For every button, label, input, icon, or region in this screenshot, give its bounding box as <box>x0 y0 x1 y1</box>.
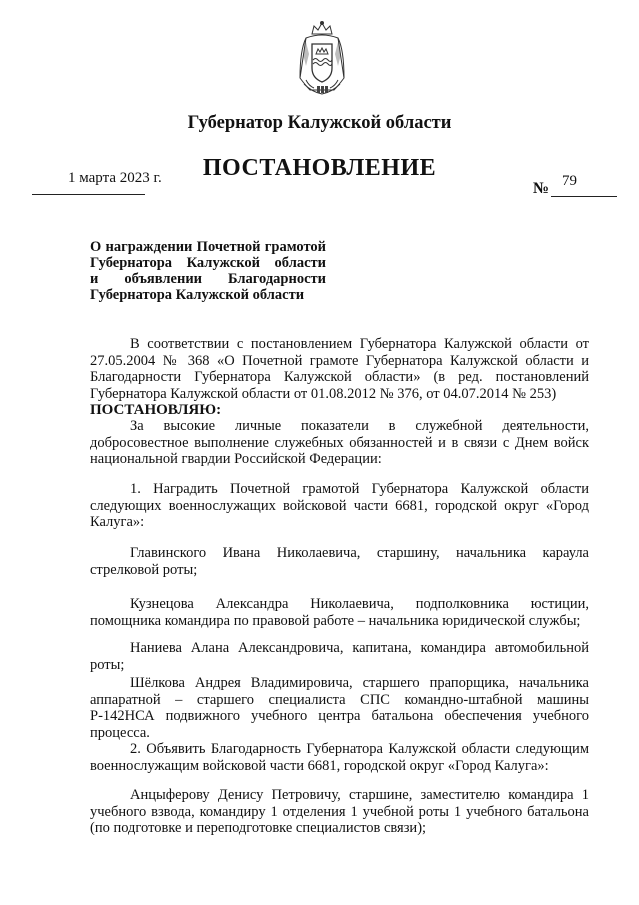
award-person-2: Кузнецова Александра Николаевича, подполковника юстиции, помощника командира по правовой работе – начальника юридической службы; <box>90 596 589 629</box>
document-type: ПОСТАНОВЛЕНИЕ <box>202 155 437 181</box>
preamble-paragraph: В соответствии с постановлением Губернатора Калужской области от 27.05.2004 № 368 «О Почетной грамоте Губернатора Калужской области и Благодарности Губернатора Калужской области» (в ред. постановлений Губернатора Калужской области от 01.08.2012 № 376, от 04.07.2014 № 253) <box>90 336 589 403</box>
award-person-1: Главинского Ивана Николаевича, старшину, начальника караула стрелковой роты; <box>90 545 589 578</box>
document-subject <box>90 239 326 303</box>
number-underline <box>551 196 617 197</box>
award-person-3: Наниева Алана Александровича, капитана, командира автомобильной роты; <box>90 640 589 673</box>
document-number: 79 <box>562 173 577 189</box>
award-person-4: Шёлкова Андрея Владимировича, старшего прапорщика, начальника аппаратной – старшего специалиста СПС командно-штабной машины Р-142НСА подвижного учебного центра батальона обеспечения учебного процесса. <box>90 675 589 742</box>
reason-paragraph: За высокие личные показатели в служебной деятельности, добросовестное выполнение служебных обязанностей и в связи с Днем войск национальной гвардии Российской Федерации: <box>90 418 589 468</box>
date-underline <box>32 194 145 195</box>
subject-line: Губернатора Калужской области <box>90 287 305 303</box>
number-sign: № <box>533 180 550 197</box>
authority-title: Губернатор Калужской области <box>187 113 452 133</box>
gratitude-item-2: 2. Объявить Благодарность Губернатора Калужской области следующим военнослужащим войсковой части 6681, городской округ «Город Калуга»: <box>90 741 589 774</box>
subject-line: и объявлении Благодарности <box>90 271 326 287</box>
award-item-1: 1. Наградить Почетной грамотой Губернатора Калужской области следующих военнослужащих войсковой части 6681, городской округ «Город Калуга»: <box>90 481 589 531</box>
subject-line: О награждении Почетной грамотой <box>90 239 326 255</box>
subject-line: Губернатора Калужской области <box>90 255 326 271</box>
kaluga-coat-of-arms-icon <box>292 20 352 98</box>
gratitude-person-1: Анцыферову Денису Петровичу, старшине, заместителю командира 1 учебного взвода, командиру 1 отделения 1 учебной роты 1 учебного батальона (по подготовке и переподготовке специалистов связи); <box>90 787 589 837</box>
document-date: 1 марта 2023 г. <box>68 170 162 186</box>
decree-word: ПОСТАНОВЛЯЮ: <box>90 402 222 418</box>
